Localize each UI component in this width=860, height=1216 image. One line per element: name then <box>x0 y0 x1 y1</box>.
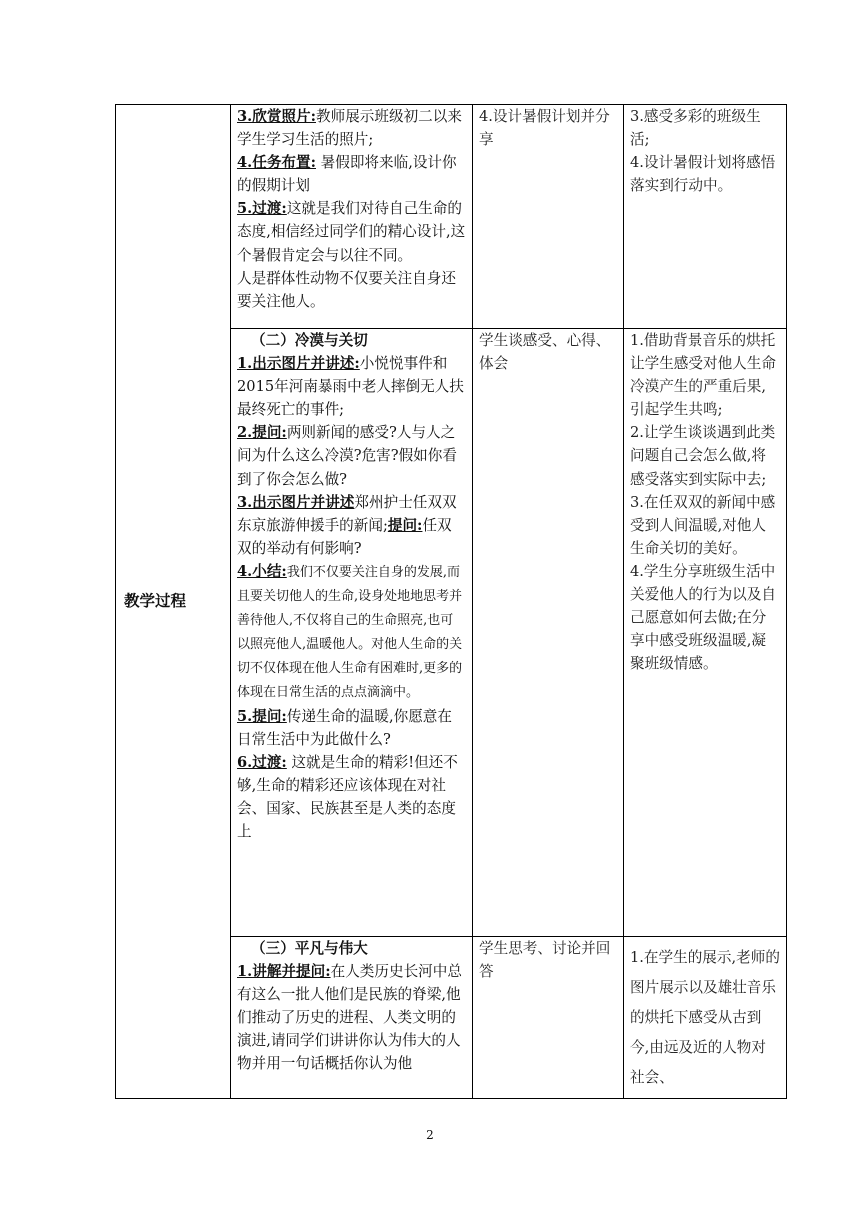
design-intent-cell <box>624 329 787 937</box>
step-item: 3.欣赏照片:教师展示班级初二以来学生学习生活的照片; <box>237 108 462 149</box>
intent-item: 4.学生分享班级生活中关爱他人的行为以及自己愿意如何去做;在分享中感受班级温暖,凝聚班级情感。 <box>630 562 776 673</box>
student-activity-text: 4.设计暑假计划并分享 <box>479 108 610 149</box>
intent-item: 3.在任双双的新闻中感受到人间温暖,对他人生命关切的美好。 <box>630 493 776 557</box>
step-item: 4.小结:我们不仅要关注自身的发展,而且要关切他人的生命,设身处地地思考并善待他人,不仅将自己的生命照亮,也可以照亮他人,温暖他人。对他人生命的关切不仅体现在他人生命有困难时,更多的体现在日常生活的点点滴滴中。 <box>237 562 463 701</box>
step-item: 1.讲解并提问:在人类历史长河中总有这么一批人他们是民族的脊梁,他们推动了历史的进程、人类文明的演进,请同学们讲讲你认为伟大的人物并用一句话概括你认为他 <box>237 963 462 1073</box>
table-row <box>116 105 787 329</box>
step-item: 5.提问:传递生命的温暖,你愿意在日常生活中为此做什么? <box>237 707 452 748</box>
activity-cell <box>231 105 473 329</box>
step-item: 1.出示图片并讲述:小悦悦事件和2015年河南暴雨中老人摔倒无人扶最终死亡的事件; <box>237 355 464 419</box>
page-number: 2 <box>426 1128 434 1142</box>
design-intent-cell <box>624 105 787 329</box>
lesson-plan-table <box>115 104 787 1099</box>
step-item: 4.任务布置: 暑假即将来临,设计你的假期计划 <box>237 154 457 195</box>
step-item: 5.过渡:这就是我们对待自己生命的态度,相信经过同学们的精心设计,这个暑假肯定会与以往不同。 <box>237 200 466 264</box>
intent-item: 1.在学生的展示,老师的图片展示以及雄壮音乐的烘托下感受从古到今,由远及近的人物对社会、 <box>630 949 780 1086</box>
student-activity-text: 学生思考、讨论并回答 <box>479 940 611 981</box>
section-label: 教学过程 <box>116 105 231 1099</box>
activity-cell <box>231 937 473 1099</box>
activity-cell <box>231 329 473 937</box>
design-intent-cell <box>624 937 787 1099</box>
intent-item: 1.借助背景音乐的烘托让学生感受对他人生命冷漠产生的严重后果,引起学生共鸣; <box>630 332 776 419</box>
intent-item: 3.感受多彩的班级生活; <box>630 108 761 149</box>
section-heading: （三）平凡与伟大 <box>251 940 368 957</box>
student-activity-cell <box>473 937 624 1099</box>
student-activity-cell <box>473 329 624 937</box>
student-activity-cell <box>473 105 624 329</box>
step-item: 6.过渡: 这就是生命的精彩!但还不够,生命的精彩还应该体现在对社会、国家、民族甚至是人类的态度上 <box>237 753 458 840</box>
step-item: 人是群体性动物不仅要关注自身还要关注他人。 <box>237 269 456 310</box>
step-item: 3.出示图片并讲述郑州护士任双双东京旅游伸援手的新闻;提问:任双双的举动有何影响? <box>237 493 457 557</box>
intent-item: 2.让学生谈谈遇到此类问题自己会怎么做,将感受落实到实际中去; <box>630 424 776 488</box>
section-heading: （二）冷漠与关切 <box>251 332 368 349</box>
intent-item: 4.设计暑假计划将感悟落实到行动中。 <box>630 154 776 195</box>
step-item: 2.提问:两则新闻的感受?人与人之间为什么这么冷漠?危害?假如你看到了你会怎么做? <box>237 424 457 488</box>
student-activity-text: 学生谈感受、心得、体会 <box>479 332 611 373</box>
